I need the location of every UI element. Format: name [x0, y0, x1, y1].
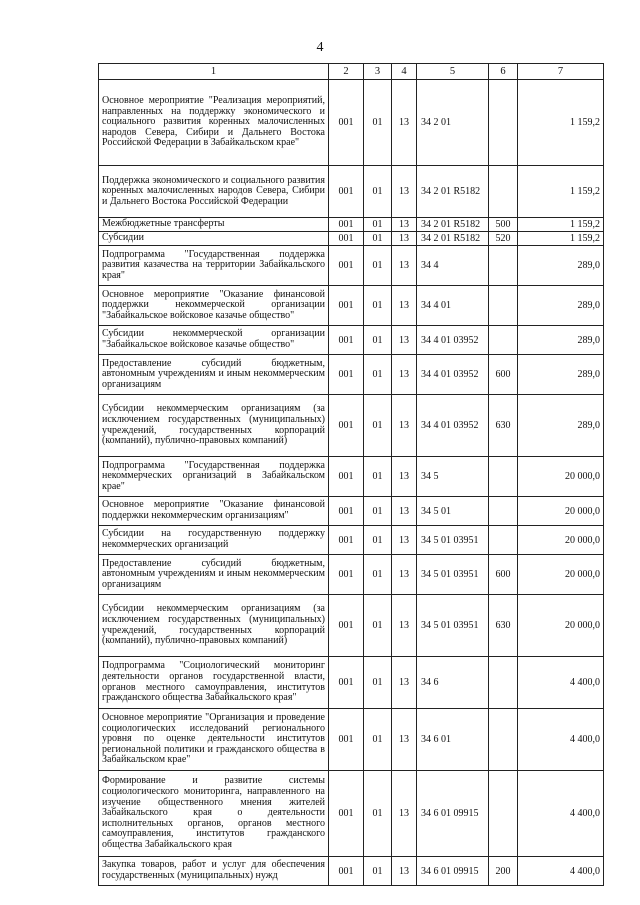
row-grbs: 001: [329, 457, 364, 497]
row-vr: [489, 286, 518, 326]
row-sum: 289,0: [518, 395, 604, 457]
row-sum: 4 400,0: [518, 857, 604, 886]
row-csr: 34 6: [417, 657, 489, 709]
row-rz: 01: [364, 771, 392, 857]
row-sum: 289,0: [518, 326, 604, 355]
row-vr: 630: [489, 395, 518, 457]
row-sum: 1 159,2: [518, 80, 604, 166]
table-row: [99, 709, 604, 771]
row-sum: 1 159,2: [518, 232, 604, 246]
row-csr: 34 2 01: [417, 80, 489, 166]
table-row: [99, 286, 604, 326]
row-grbs: 001: [329, 326, 364, 355]
row-csr: 34 4 01: [417, 286, 489, 326]
row-sum: 1 159,2: [518, 166, 604, 218]
row-rz: 01: [364, 232, 392, 246]
row-rz: 01: [364, 80, 392, 166]
row-pr: 13: [392, 457, 417, 497]
row-grbs: 001: [329, 497, 364, 526]
row-csr: 34 5 01 03951: [417, 595, 489, 657]
row-pr: 13: [392, 497, 417, 526]
row-rz: 01: [364, 709, 392, 771]
table-row: [99, 857, 604, 886]
header-col-2: 2: [329, 64, 364, 80]
row-name: Основное мероприятие "Оказание финансовой поддержки некоммерческим организациям": [99, 497, 329, 526]
row-pr: 13: [392, 395, 417, 457]
row-vr: 500: [489, 218, 518, 232]
row-sum: 289,0: [518, 286, 604, 326]
row-csr: 34 4 01 03952: [417, 395, 489, 457]
row-grbs: 001: [329, 355, 364, 395]
table-row: [99, 80, 604, 166]
table-row: [99, 326, 604, 355]
row-sum: 20 000,0: [518, 457, 604, 497]
row-pr: 13: [392, 709, 417, 771]
row-grbs: 001: [329, 555, 364, 595]
row-rz: 01: [364, 355, 392, 395]
table-row: [99, 232, 604, 246]
row-rz: 01: [364, 595, 392, 657]
row-name: Формирование и развитие системы социологического мониторинга, направленного на изучение общественного мнения жителей Забайкальского края о деятельности исполнительных органов, органов местного самоуправления, институтов гражданского общества Забайкальского края: [99, 771, 329, 857]
row-grbs: 001: [329, 595, 364, 657]
table-row: [99, 555, 604, 595]
row-pr: 13: [392, 326, 417, 355]
row-csr: 34 6 01 09915: [417, 857, 489, 886]
row-csr: 34 2 01 R5182: [417, 166, 489, 218]
table-row: [99, 218, 604, 232]
row-vr: [489, 326, 518, 355]
row-csr: 34 5 01 03951: [417, 526, 489, 555]
row-vr: [489, 657, 518, 709]
row-grbs: 001: [329, 218, 364, 232]
table-row: [99, 657, 604, 709]
row-name: Основное мероприятие "Реализация мероприятий, направленных на поддержку экономического и социального развития коренных малочисленных народов Севера, Сибири и Дальнего Востока Российской Федерации в Забайкальском крае": [99, 80, 329, 166]
table-row: [99, 166, 604, 218]
row-csr: 34 5 01: [417, 497, 489, 526]
page-number: 4: [316, 40, 324, 55]
row-csr: 34 6 01: [417, 709, 489, 771]
row-rz: 01: [364, 286, 392, 326]
row-vr: [489, 80, 518, 166]
row-name: Основное мероприятие "Оказание финансовой поддержки некоммерческой организации "Забайкальское войсковое казачье общество": [99, 286, 329, 326]
row-grbs: 001: [329, 166, 364, 218]
row-csr: 34 4 01 03952: [417, 326, 489, 355]
row-csr: 34 6 01 09915: [417, 771, 489, 857]
row-name: Подпрограмма "Государственная поддержка развития казачества на территории Забайкальского края": [99, 246, 329, 286]
row-pr: 13: [392, 246, 417, 286]
table-row: [99, 595, 604, 657]
header-col-5: 5: [417, 64, 489, 80]
row-grbs: 001: [329, 80, 364, 166]
row-name: Межбюджетные трансферты: [99, 218, 329, 232]
table-row: [99, 246, 604, 286]
row-csr: 34 5 01 03951: [417, 555, 489, 595]
row-pr: 13: [392, 355, 417, 395]
row-sum: 1 159,2: [518, 218, 604, 232]
header-col-4: 4: [392, 64, 417, 80]
row-csr: 34 2 01 R5182: [417, 218, 489, 232]
row-rz: 01: [364, 246, 392, 286]
row-vr: [489, 497, 518, 526]
row-vr: 600: [489, 355, 518, 395]
row-name: Субсидии некоммерческим организациям (за исключением государственных (муниципальных) учреждений, государственных корпораций (компаний), публично-правовых компаний): [99, 595, 329, 657]
row-sum: 20 000,0: [518, 526, 604, 555]
table-row: [99, 395, 604, 457]
row-grbs: 001: [329, 857, 364, 886]
row-pr: 13: [392, 771, 417, 857]
row-vr: [489, 709, 518, 771]
row-grbs: 001: [329, 709, 364, 771]
row-pr: 13: [392, 286, 417, 326]
row-sum: 4 400,0: [518, 657, 604, 709]
row-name: Предоставление субсидий бюджетным, автономным учреждениям и иным некоммерческим организациям: [99, 555, 329, 595]
row-vr: [489, 457, 518, 497]
row-rz: 01: [364, 857, 392, 886]
row-pr: 13: [392, 218, 417, 232]
row-sum: 20 000,0: [518, 595, 604, 657]
row-pr: 13: [392, 657, 417, 709]
table-row: [99, 457, 604, 497]
header-col-1: 1: [99, 64, 329, 80]
row-grbs: 001: [329, 771, 364, 857]
row-vr: 520: [489, 232, 518, 246]
table-header-row: [99, 64, 604, 80]
row-sum: 289,0: [518, 246, 604, 286]
row-name: Подпрограмма "Социологический мониторинг деятельности органов государственной власти, органов местного самоуправления, институтов гражданского общества Забайкальского края": [99, 657, 329, 709]
row-rz: 01: [364, 457, 392, 497]
row-grbs: 001: [329, 246, 364, 286]
table-row: [99, 771, 604, 857]
budget-table: [98, 63, 604, 886]
row-name: Основное мероприятие "Организация и проведение социологических исследований регионального уровня по оценке деятельности институтов региональной политики и гражданского общества в Забайкальском крае": [99, 709, 329, 771]
row-pr: 13: [392, 166, 417, 218]
row-rz: 01: [364, 657, 392, 709]
row-vr: [489, 166, 518, 218]
row-name: Закупка товаров, работ и услуг для обеспечения государственных (муниципальных) нужд: [99, 857, 329, 886]
row-pr: 13: [392, 80, 417, 166]
table-row: [99, 497, 604, 526]
row-vr: 200: [489, 857, 518, 886]
row-pr: 13: [392, 857, 417, 886]
row-name: Субсидии на государственную поддержку некоммерческих организаций: [99, 526, 329, 555]
row-sum: 20 000,0: [518, 497, 604, 526]
row-name: Предоставление субсидий бюджетным, автономным учреждениям и иным некоммерческим организациям: [99, 355, 329, 395]
row-vr: 600: [489, 555, 518, 595]
row-rz: 01: [364, 218, 392, 232]
row-rz: 01: [364, 166, 392, 218]
row-sum: 20 000,0: [518, 555, 604, 595]
header-col-3: 3: [364, 64, 392, 80]
row-rz: 01: [364, 497, 392, 526]
row-name: Поддержка экономического и социального развития коренных малочисленных народов Севера, Сибири и Дальнего Востока Российской Федерации: [99, 166, 329, 218]
row-grbs: 001: [329, 232, 364, 246]
row-pr: 13: [392, 232, 417, 246]
row-pr: 13: [392, 526, 417, 555]
row-name: Подпрограмма "Государственная поддержка некоммерческих организаций в Забайкальском крае": [99, 457, 329, 497]
row-grbs: 001: [329, 286, 364, 326]
header-col-7: 7: [518, 64, 604, 80]
row-grbs: 001: [329, 526, 364, 555]
row-vr: 630: [489, 595, 518, 657]
row-vr: [489, 771, 518, 857]
table-row: [99, 526, 604, 555]
row-rz: 01: [364, 555, 392, 595]
row-csr: 34 4: [417, 246, 489, 286]
row-grbs: 001: [329, 395, 364, 457]
row-name: Субсидии: [99, 232, 329, 246]
row-sum: 289,0: [518, 355, 604, 395]
row-vr: [489, 246, 518, 286]
row-name: Субсидии некоммерческим организациям (за исключением государственных (муниципальных) учреждений, государственных корпораций (компаний), публично-правовых компаний): [99, 395, 329, 457]
row-pr: 13: [392, 555, 417, 595]
row-csr: 34 5: [417, 457, 489, 497]
row-rz: 01: [364, 395, 392, 457]
row-csr: 34 4 01 03952: [417, 355, 489, 395]
row-sum: 4 400,0: [518, 709, 604, 771]
row-rz: 01: [364, 326, 392, 355]
row-sum: 4 400,0: [518, 771, 604, 857]
row-name: Субсидии некоммерческой организации "Забайкальское войсковое казачье общество": [99, 326, 329, 355]
row-vr: [489, 526, 518, 555]
table-row: [99, 355, 604, 395]
row-grbs: 001: [329, 657, 364, 709]
row-rz: 01: [364, 526, 392, 555]
header-col-6: 6: [489, 64, 518, 80]
row-csr: 34 2 01 R5182: [417, 232, 489, 246]
row-pr: 13: [392, 595, 417, 657]
